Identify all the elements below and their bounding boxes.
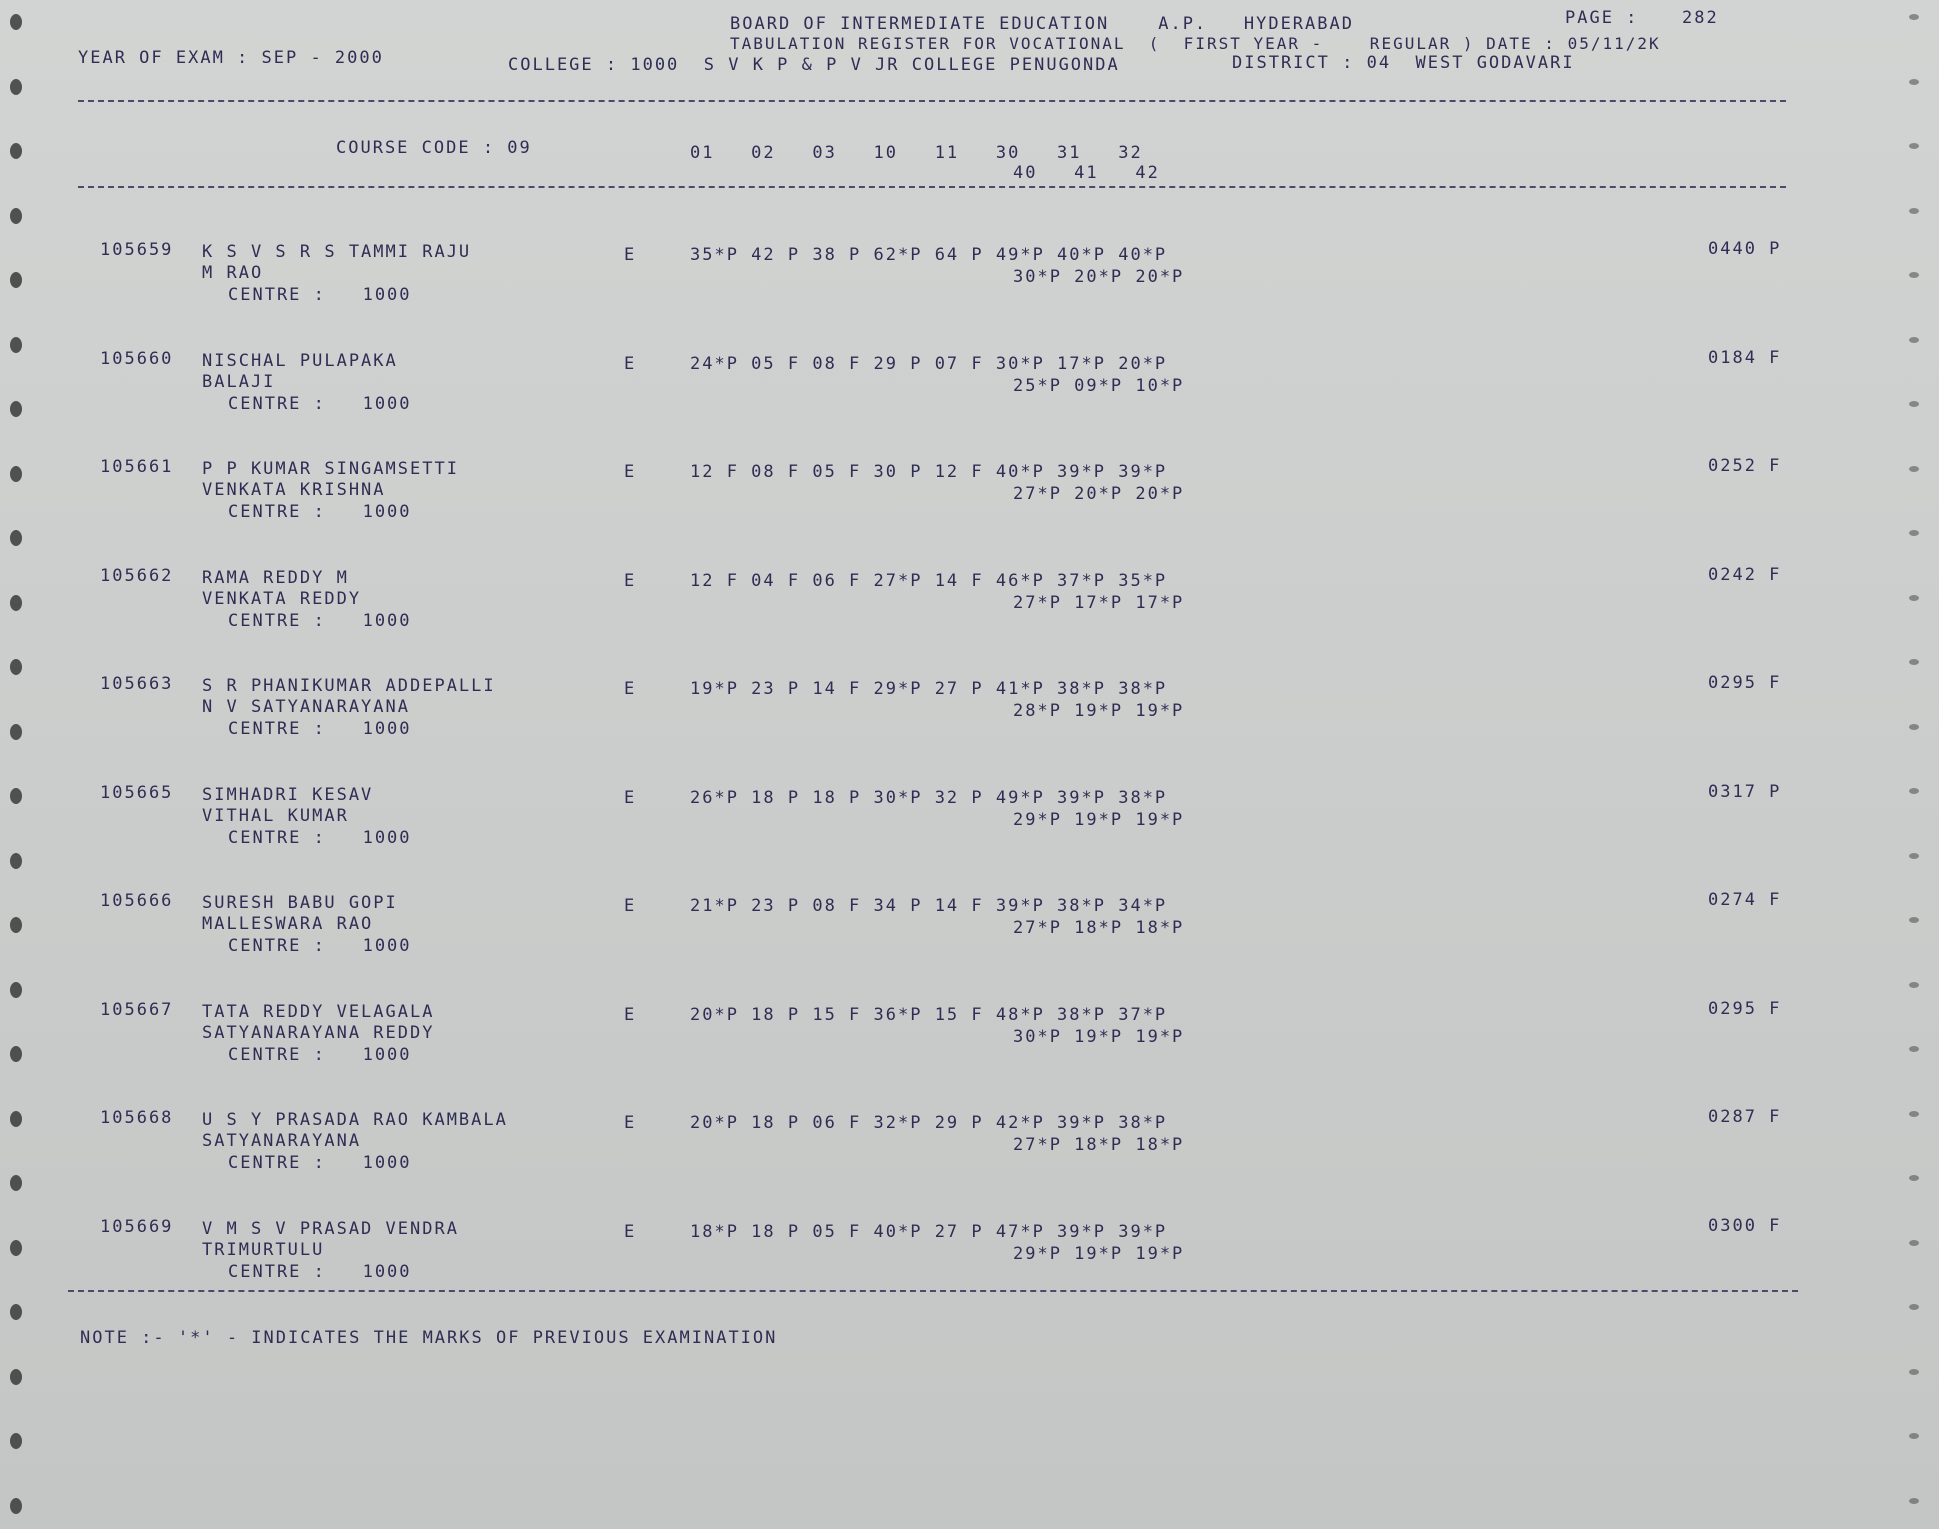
feed-hole xyxy=(1909,79,1919,85)
centre-info: CENTRE : 1000 xyxy=(228,285,412,305)
roll-number: 105668 xyxy=(100,1108,174,1128)
marks-row1: 12 F 04 F 06 F 27*P 14 F 46*P 37*P 35*P xyxy=(690,571,1168,591)
roll-number: 105666 xyxy=(100,891,174,911)
marks-row1: 18*P 18 P 05 F 40*P 27 P 47*P 39*P 39*P xyxy=(690,1222,1168,1242)
total-result: 0287 F xyxy=(1708,1107,1782,1127)
feed-hole xyxy=(10,14,22,30)
marks-row1: 20*P 18 P 06 F 32*P 29 P 42*P 39*P 38*P xyxy=(690,1113,1168,1133)
marks-row1: 19*P 23 P 14 F 29*P 27 P 41*P 38*P 38*P xyxy=(690,679,1168,699)
medium-code: E xyxy=(624,1005,637,1025)
centre-info: CENTRE : 1000 xyxy=(228,828,412,848)
student-name-line2: N V SATYANARAYANA xyxy=(202,697,410,717)
student-record xyxy=(0,455,1939,565)
student-name-line2: VENKATA REDDY xyxy=(202,589,362,609)
student-record xyxy=(0,238,1939,348)
total-result: 0295 F xyxy=(1708,999,1782,1019)
student-record xyxy=(0,1215,1939,1325)
marks-row2: 28*P 19*P 19*P xyxy=(1013,701,1185,721)
student-name-line2: MALLESWARA RAO xyxy=(202,914,374,934)
total-result: 0440 P xyxy=(1708,239,1782,259)
student-name: S R PHANIKUMAR ADDEPALLI xyxy=(202,676,496,696)
register-title: TABULATION REGISTER FOR VOCATIONAL ( FIRST YEAR - REGULAR ) DATE : 05/11/2K xyxy=(730,34,1661,53)
marks-row1: 35*P 42 P 38 P 62*P 64 P 49*P 40*P 40*P xyxy=(690,245,1168,265)
header-divider-bottom xyxy=(78,186,1786,188)
college-info: COLLEGE : 1000 S V K P & P V JR COLLEGE PENUGONDA xyxy=(508,55,1120,75)
roll-number: 105663 xyxy=(100,674,174,694)
roll-number: 105669 xyxy=(100,1217,174,1237)
marks-row1: 12 F 08 F 05 F 30 P 12 F 40*P 39*P 39*P xyxy=(690,462,1168,482)
marks-row2: 27*P 17*P 17*P xyxy=(1013,593,1185,613)
centre-info: CENTRE : 1000 xyxy=(228,611,412,631)
feed-hole xyxy=(1909,143,1919,149)
footer-divider xyxy=(68,1290,1798,1292)
total-result: 0295 F xyxy=(1708,673,1782,693)
feed-hole xyxy=(1909,1433,1919,1439)
total-result: 0274 F xyxy=(1708,890,1782,910)
student-name-line2: TRIMURTULU xyxy=(202,1240,325,1260)
medium-code: E xyxy=(624,896,637,916)
student-record xyxy=(0,889,1939,999)
student-name: RAMA REDDY M xyxy=(202,568,349,588)
feed-hole xyxy=(1909,1369,1919,1375)
student-record xyxy=(0,672,1939,782)
medium-code: E xyxy=(624,245,637,265)
centre-info: CENTRE : 1000 xyxy=(228,719,412,739)
student-name: NISCHAL PULAPAKA xyxy=(202,351,398,371)
medium-code: E xyxy=(624,571,637,591)
student-name-line2: BALAJI xyxy=(202,372,276,392)
student-name-line2: VENKATA KRISHNA xyxy=(202,480,386,500)
student-name: U S Y PRASADA RAO KAMBALA xyxy=(202,1110,508,1130)
student-name-line2: SATYANARAYANA xyxy=(202,1131,362,1151)
student-record xyxy=(0,998,1939,1108)
roll-number: 105659 xyxy=(100,240,174,260)
marks-row2: 27*P 20*P 20*P xyxy=(1013,484,1185,504)
feed-hole xyxy=(10,1369,22,1385)
total-result: 0184 F xyxy=(1708,348,1782,368)
marks-row2: 27*P 18*P 18*P xyxy=(1013,918,1185,938)
total-result: 0317 P xyxy=(1708,782,1782,802)
roll-number: 105667 xyxy=(100,1000,174,1020)
student-name: P P KUMAR SINGAMSETTI xyxy=(202,459,459,479)
year-of-exam: YEAR OF EXAM : SEP - 2000 xyxy=(78,48,384,68)
centre-info: CENTRE : 1000 xyxy=(228,394,412,414)
course-code: COURSE CODE : 09 xyxy=(336,138,532,158)
student-name-line2: SATYANARAYANA REDDY xyxy=(202,1023,435,1043)
marks-row2: 27*P 18*P 18*P xyxy=(1013,1135,1185,1155)
marks-row1: 26*P 18 P 18 P 30*P 32 P 49*P 39*P 38*P xyxy=(690,788,1168,808)
feed-hole xyxy=(1909,14,1919,20)
feed-hole xyxy=(10,1498,22,1514)
feed-hole xyxy=(1909,208,1919,214)
roll-number: 105662 xyxy=(100,566,174,586)
marks-row2: 29*P 19*P 19*P xyxy=(1013,810,1185,830)
centre-info: CENTRE : 1000 xyxy=(228,1045,412,1065)
centre-info: CENTRE : 1000 xyxy=(228,502,412,522)
feed-hole xyxy=(1909,1498,1919,1504)
student-record xyxy=(0,781,1939,891)
board-title: BOARD OF INTERMEDIATE EDUCATION A.P. HYDERABAD xyxy=(730,14,1354,34)
feed-hole xyxy=(10,208,22,224)
footer-note: NOTE :- '*' - INDICATES THE MARKS OF PREVIOUS EXAMINATION xyxy=(80,1328,778,1348)
marks-row2: 30*P 19*P 19*P xyxy=(1013,1027,1185,1047)
student-name-line2: M RAO xyxy=(202,263,264,283)
student-record xyxy=(0,347,1939,457)
feed-hole xyxy=(10,1433,22,1449)
medium-code: E xyxy=(624,1113,637,1133)
centre-info: CENTRE : 1000 xyxy=(228,936,412,956)
student-name: TATA REDDY VELAGALA xyxy=(202,1002,435,1022)
medium-code: E xyxy=(624,679,637,699)
student-name: V M S V PRASAD VENDRA xyxy=(202,1219,459,1239)
subject-codes-row1: 01 02 03 10 11 30 31 32 xyxy=(690,143,1143,163)
marks-row2: 25*P 09*P 10*P xyxy=(1013,376,1185,396)
roll-number: 105661 xyxy=(100,457,174,477)
subject-codes-row2: 40 41 42 xyxy=(1013,163,1160,183)
medium-code: E xyxy=(624,1222,637,1242)
marks-row1: 21*P 23 P 08 F 34 P 14 F 39*P 38*P 34*P xyxy=(690,896,1168,916)
centre-info: CENTRE : 1000 xyxy=(228,1262,412,1282)
roll-number: 105660 xyxy=(100,349,174,369)
total-result: 0300 F xyxy=(1708,1216,1782,1236)
student-name-line2: VITHAL KUMAR xyxy=(202,806,349,826)
feed-hole xyxy=(10,79,22,95)
roll-number: 105665 xyxy=(100,783,174,803)
district-info: DISTRICT : 04 WEST GODAVARI xyxy=(1232,53,1575,73)
student-name: SURESH BABU GOPI xyxy=(202,893,398,913)
page-label: PAGE : xyxy=(1565,8,1639,28)
medium-code: E xyxy=(624,462,637,482)
student-record xyxy=(0,1106,1939,1216)
centre-info: CENTRE : 1000 xyxy=(228,1153,412,1173)
medium-code: E xyxy=(624,788,637,808)
feed-hole xyxy=(10,143,22,159)
marks-row1: 24*P 05 F 08 F 29 P 07 F 30*P 17*P 20*P xyxy=(690,354,1168,374)
student-record xyxy=(0,564,1939,674)
marks-row2: 30*P 20*P 20*P xyxy=(1013,267,1185,287)
medium-code: E xyxy=(624,354,637,374)
marks-row2: 29*P 19*P 19*P xyxy=(1013,1244,1185,1264)
student-name: SIMHADRI KESAV xyxy=(202,785,374,805)
student-name: K S V S R S TAMMI RAJU xyxy=(202,242,472,262)
marks-row1: 20*P 18 P 15 F 36*P 15 F 48*P 38*P 37*P xyxy=(690,1005,1168,1025)
header-divider-top xyxy=(78,100,1786,102)
page-number: 282 xyxy=(1682,8,1719,28)
total-result: 0242 F xyxy=(1708,565,1782,585)
total-result: 0252 F xyxy=(1708,456,1782,476)
